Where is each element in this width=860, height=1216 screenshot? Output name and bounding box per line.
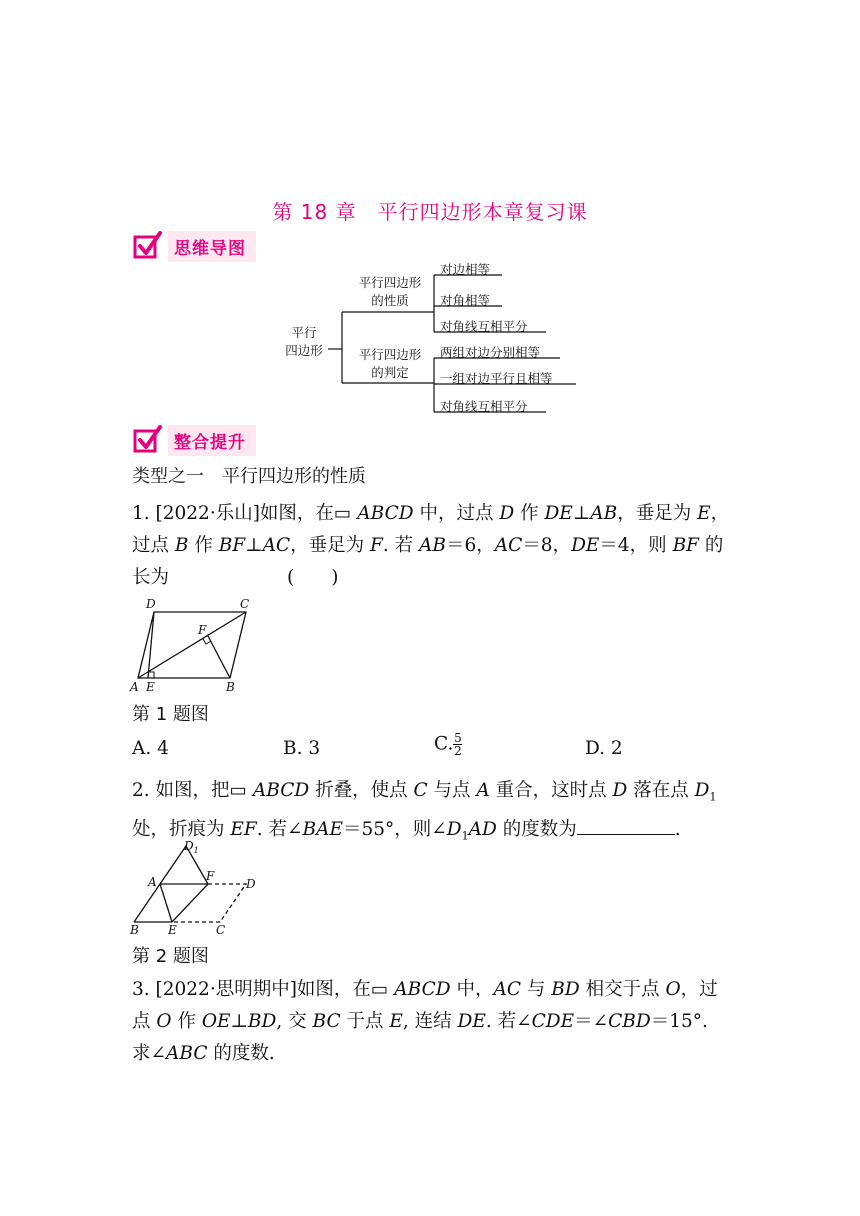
q1-line1 <box>132 498 732 530</box>
text: D <box>612 780 628 801</box>
text: 求∠ <box>132 1043 167 1064</box>
q1-line2 <box>132 530 732 562</box>
text: , 交 <box>276 1011 313 1032</box>
text: 与点 <box>427 780 477 801</box>
subscript: 1 <box>461 829 469 843</box>
label-d: D <box>246 877 256 891</box>
branch1-line2: 的性质 <box>371 293 409 308</box>
q3-line2 <box>132 1006 732 1038</box>
text: 中，过点 <box>413 503 500 524</box>
label-f: F <box>198 623 207 637</box>
text: 与 <box>521 979 552 1000</box>
text: , 连结 <box>402 1011 458 1032</box>
text: ABC <box>166 1043 208 1064</box>
text: 的 <box>699 535 724 556</box>
mind-map-label: 思维导图 <box>168 231 256 262</box>
text: D <box>446 818 462 840</box>
label-f: F <box>206 869 215 883</box>
text: BF <box>218 535 246 556</box>
label-d: D <box>146 597 156 611</box>
text: E <box>389 1011 403 1032</box>
figure-1-caption: 第 1 题图 <box>132 704 209 725</box>
text: ，垂足为 <box>290 535 371 556</box>
text: OE <box>201 1011 231 1032</box>
text: AC <box>262 535 291 556</box>
label-b: B <box>226 680 235 694</box>
text: ，垂足为 <box>617 503 698 524</box>
criteria-item: 两组对边分别相等 <box>440 345 541 360</box>
text: 重合，这时点 <box>489 780 613 801</box>
text: C <box>413 780 428 801</box>
text: F <box>370 535 383 556</box>
choice-c-label: C. <box>434 733 454 755</box>
text: ABCD <box>357 503 414 524</box>
text: ＝15°. <box>650 1011 708 1032</box>
text: ⊥ <box>245 535 263 556</box>
text: O <box>156 1011 172 1032</box>
text: ⊥ <box>230 1011 248 1032</box>
q3-line1 <box>132 974 732 1006</box>
q3-line3 <box>132 1038 732 1070</box>
text: 折叠，使点 <box>309 780 414 801</box>
text: 作 <box>514 503 545 524</box>
denominator: 2 <box>454 744 462 758</box>
criteria-item: 一组对边平行且相等 <box>440 371 553 386</box>
label-b: B <box>130 923 139 937</box>
numerator: 5 <box>454 731 462 745</box>
label-a: A <box>148 875 157 889</box>
label-a: A <box>130 680 139 694</box>
mind-map-banner <box>132 228 256 264</box>
text: 点 <box>132 1011 157 1032</box>
integration-banner <box>132 422 256 458</box>
q1-line3 <box>132 562 732 594</box>
text: 于点 <box>340 1011 390 1032</box>
text: ⊥ <box>572 503 591 524</box>
text: A <box>476 780 490 801</box>
text: ABCD <box>394 979 451 1000</box>
label-e: E <box>168 923 177 937</box>
mind-map <box>270 260 590 420</box>
text: 作 <box>188 535 219 556</box>
text: 作 <box>171 1011 202 1032</box>
text: 3. [2022·思明期中]如图，在▭ <box>132 979 395 1000</box>
text: B <box>174 535 189 556</box>
text: BAE <box>302 818 343 840</box>
text: . 若∠ <box>485 1011 532 1032</box>
text: ， <box>710 503 730 524</box>
answer-blank[interactable] <box>577 816 675 835</box>
choice-a[interactable]: A. 4 <box>132 738 169 759</box>
text: AC <box>493 979 521 1000</box>
question-1 <box>132 498 732 594</box>
text: ＝6， <box>445 535 495 556</box>
branch2-line1: 平行四边形 <box>358 347 422 362</box>
subscript: 1 <box>709 790 717 804</box>
q2-line1 <box>132 775 732 814</box>
text: CDE <box>531 1011 575 1032</box>
section-heading: 类型之一 平行四边形的性质 <box>132 466 366 487</box>
figure-1 <box>126 596 266 696</box>
checkbox-check-icon <box>132 424 164 456</box>
text: 处，折痕为 <box>132 818 231 840</box>
label-d1-sub: 1 <box>193 846 199 855</box>
text: AB <box>590 503 618 524</box>
fraction <box>453 732 462 757</box>
root-line2: 四边形 <box>285 343 323 358</box>
text: BC <box>312 1011 341 1032</box>
text: E <box>697 503 711 524</box>
text: 落在点 <box>627 780 695 801</box>
text: 相交于点 <box>579 979 666 1000</box>
text: 的度数. <box>207 1043 275 1064</box>
branch1-line1: 平行四边形 <box>358 275 422 290</box>
answer-bracket: ( ) <box>287 567 339 588</box>
text: . 若∠ <box>256 818 303 840</box>
text: 中， <box>450 979 494 1000</box>
property-item: 对角相等 <box>440 293 491 308</box>
label-c: C <box>216 923 226 937</box>
text: EF <box>230 818 257 840</box>
criteria-item: 对角线互相平分 <box>440 399 528 414</box>
question-3 <box>132 974 732 1070</box>
choice-d[interactable]: D. 2 <box>585 738 623 759</box>
text: BD <box>247 1011 277 1032</box>
text: . <box>674 818 681 840</box>
text: BD <box>551 979 580 1000</box>
text: 长为 <box>132 567 170 588</box>
branch-criteria <box>346 346 434 382</box>
text: ，过 <box>680 979 718 1000</box>
label-c: C <box>240 597 250 611</box>
text: D <box>694 780 710 801</box>
text: AD <box>468 818 497 840</box>
choice-c[interactable] <box>434 732 462 757</box>
text: DE <box>571 535 600 556</box>
branch2-line2: 的判定 <box>371 365 409 380</box>
text: O <box>665 979 681 1000</box>
figure-2-caption: 第 2 题图 <box>132 946 209 967</box>
choice-b[interactable]: B. 3 <box>283 738 321 759</box>
text: 过点 <box>132 535 175 556</box>
text: D <box>499 503 515 524</box>
text: . 若 <box>382 535 420 556</box>
text: ＝55°，则∠ <box>342 818 447 840</box>
text: DE <box>457 1011 486 1032</box>
text: ABCD <box>252 780 310 801</box>
text: 2. 如图，把▭ <box>132 780 253 801</box>
text: 1. [2022·乐山]如图，在▭ <box>132 503 358 524</box>
property-item: 对边相等 <box>440 262 491 277</box>
text: 的度数为 <box>496 818 577 840</box>
label-e: E <box>146 680 155 694</box>
text: ＝4，则 <box>599 535 673 556</box>
page-title: 第 18 章 平行四边形本章复习课 <box>272 200 588 224</box>
label-d1 <box>183 839 199 855</box>
branch-properties <box>346 274 434 310</box>
integration-label: 整合提升 <box>168 425 256 456</box>
property-item: 对角线互相平分 <box>440 319 528 334</box>
text: BF <box>672 535 699 556</box>
checkbox-check-icon <box>132 230 164 262</box>
mind-map-root <box>282 324 326 360</box>
text: ＝8， <box>522 535 572 556</box>
root-line1: 平行 <box>291 325 317 340</box>
text: AB <box>419 535 446 556</box>
text: CBD <box>608 1011 651 1032</box>
figure-2 <box>126 838 266 938</box>
text: DE <box>544 503 573 524</box>
text: ＝∠ <box>574 1011 609 1032</box>
text: AC <box>494 535 523 556</box>
label-d1-main: D <box>184 839 194 853</box>
